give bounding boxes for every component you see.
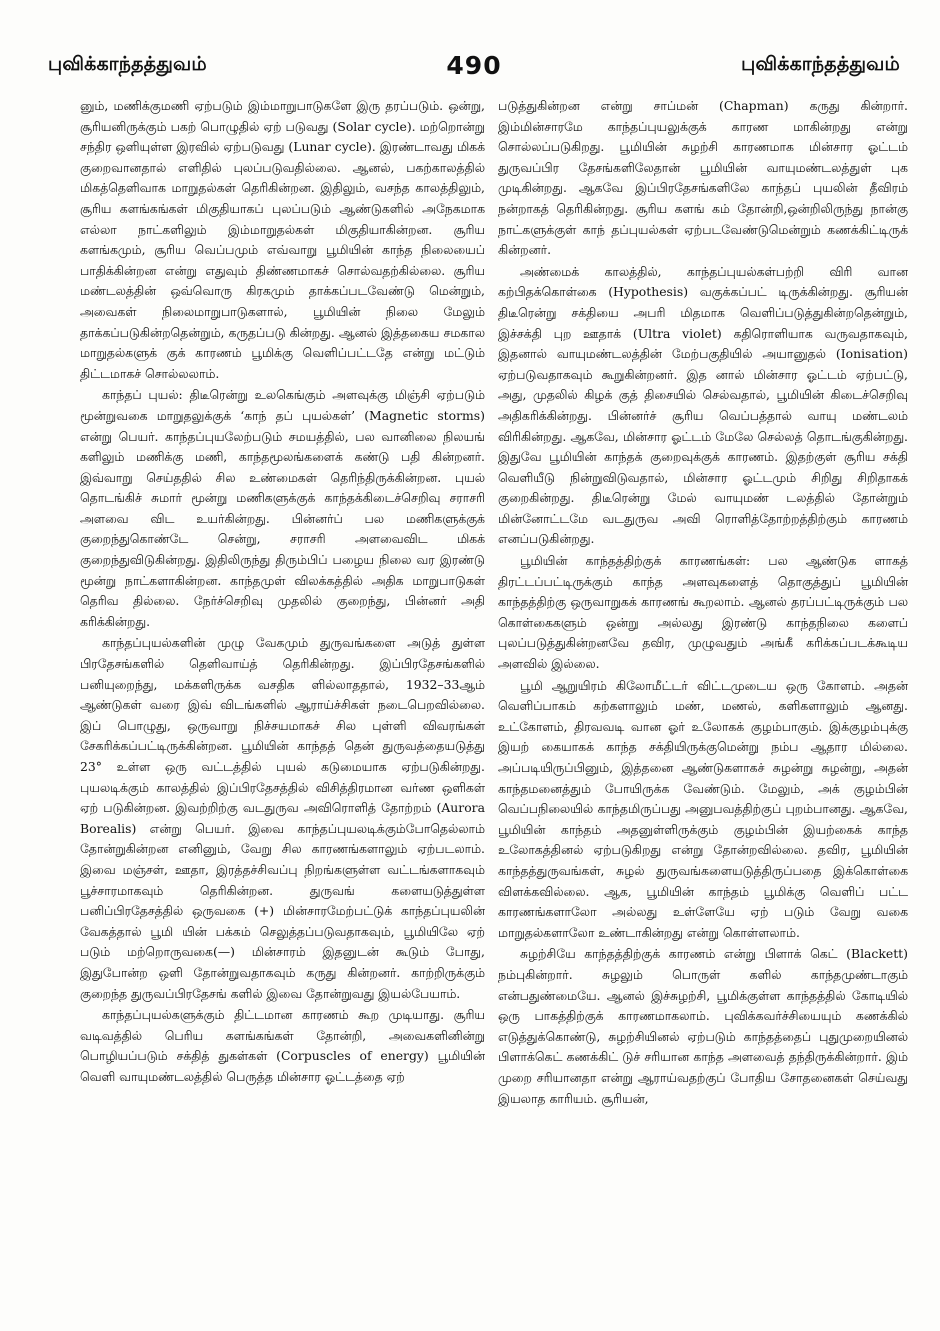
left-column [80, 96, 485, 1311]
right-column [498, 96, 908, 1311]
page-header [48, 44, 900, 86]
paragraph: னும், மணிக்குமணி ஏற்படும் இம்மாறுபாடுகளே இரு தரப்படும். ஒன்று, சூரியனிருக்கும் பகற் பொழுதில் ஏற் படுவது (Solar cycle). மற்றொன்று சந்திர ஒளியுள்ள இரவில் ஏற்படுவது (Lunar cycle). இரண்டாவது மிகக் குறைவானதால் எளிதில் புலப்படுவதில்லை. ஆனல், பகற்காலத்தில் மிகத்தெளிவாக மாறுதல்கள் தெரிகின்றன. இதிலும், வசந்த காலத்திலும், சூரிய களங்கங்கள் மிகுதியாகப் புலப்படும் ஆண்டுகளில் அநேகமாக எல்லா நாட்களிலும் இம்மாறுதல்கள் மிகுதியாகின்றன. சூரிய களங்கமும், சூரிய வெப்பமும் எவ்வாறு பூமியின் காந்த நிலையைப் பாதிக்கின்றன என்று எதுவும் திண்ணமாகச் சொல்வதற்கில்லை. சூரிய மண்டலத்தின் ஒவ்வொரு கிரகமும் தாக்கப்படவேண்டு மென்றும், அவைகள் நிலைமாறுபாடுகளால், பூமியின் நிலை மேலும் தாக்கப்படுகின்றதென்றும், கருதப்படு கின்றது. ஆனல் இத்தகைய சமகால மாறுதல்களுக் குக் காரணம் பூமிக்கு வெளிப்பட்டதே என்று மட்டும் திட்டமாகச் சொல்லலாம். [80, 98, 485, 381]
paragraph: பூமியின் காந்தத்திற்குக் காரணங்கள்: பல ஆண்டுக ளாகத் திரட்டப்பட்டிருக்கும் காந்த அளவுகளைத் தொகுத்துப் பூமியின் காந்தத்திற்கு ஒருவாறுகக் காரணங் கூறலாம். ஆனல் தரப்பட்டிருக்கும் பல கொள்கைகளும் ஒன்று அல்லது இரண்டு காந்தநிலை களைப் புலப்படுத்துகின்றனவே தவிர, முழுவதும் அங்கீ கரிக்கப்படக்கூடிய அளவில் இல்லை. [498, 553, 908, 672]
paragraph: காந்தப் புயல்: திடீரென்று உலகெங்கும் அளவுக்கு மிஞ்சி ஏற்படும் மூன்றுவகை மாறுதலுக்குக் ‘காந் தப் புயல்கள்’ (Magnetic storms) என்று பெயர். காந்தப்புயலேற்படும் சமயத்தில், பல வானிலை நிலயங் களிலும் மணிக்கு மணி, காந்தமூலங்களைக் கண்டு பதி கின்றனர். இவ்வாறு செய்ததில் சில உண்மைகள் தெரிந்திருக்கின்றன. புயல் தொடங்கிச் சுமார் மூன்று மணிகளுக்குக் காந்தக்கிடைச்செறிவு சராசரி அளவை விட உயர்கின்றது. பின்னர்ப் பல மணிகளுக்குக் குறைந்துகொண்டே சென்று, சராசரி அளவைவிட மிகக் குறைந்துவிடுகின்றது. இதிலிருந்து திரும்பிப் பழைய நிலை வர இரண்டு மூன்று நாட்களாகின்றன. காந்தமுள் விலக்கத்தில் அதிக மாறுபாடுகள் தெரிவ தில்லை. நேர்ச்செறிவு முதலில் குறைந்து, பின்னர் அதி கரிக்கின்றது. [80, 387, 485, 629]
paragraph: பூமி ஆறுயிரம் கிலோமீட்டர் விட்டமுடைய ஒரு கோளம். அதன் வெளிப்பாகம் கற்களாலும் மண், மணல், களிகளாலும் ஆனது. உட்கோளம், திரவவடி வான ஓர் உலோகக் குழம்பாகும். இக்குழம்புக்கு இயற் கையாகக் காந்த சக்தியிருக்குமென்று நம்ப ஆதார மில்லை. அப்படியிருப்பினும், இத்தனை ஆண்டுகளாகச் சுழன்று சுழன்று, அதன் காந்தமனைத்தும் போயிருக்க வேண்டும். மேலும், அக் குழம்பின் வெப்பநிலையில் காந்தமிருப்பது அனுபவத்திற்குப் புறம்பானது. ஆகவே, பூமியின் காந்தம் அதனுள்ளிருக்கும் குழம்பின் இயற்கைக் காந்த உலோகத்தினல் ஏற்படுகிறது என்று தோன்றவில்லை. தவிர, பூமியின் காந்தத்துருவங்கள், சுழல் துருவங்களையடுத்திருப்பதை இக்கொள்கை விளக்கவில்லை. ஆக, பூமியின் காந்தம் பூமிக்கு வெளிப் பட்ட காரணங்களாலோ அல்லது உள்ளேயே ஏற் படும் வேறு வகை மாறுதல்களாலோ உண்டாகின்றது என்று கொள்ளலாம். [498, 677, 908, 940]
running-title-left: புவிக்காந்தத்துவம் [48, 52, 207, 75]
paragraph: அண்மைக் காலத்தில், காந்தப்புயல்கள்பற்றி விரி வான கற்பிதக்கொள்கை (Hypothesis) வகுக்கப்பட் டிருக்கின்றது. சூரியன் திடீரென்று சக்தியை அபரி மிதமாக வெளிப்படுத்துகின்றதென்றும், இச்சக்தி புற ஊதாக் (Ultra violet) கதிரொளியாக வருவதாகவும், இதனால் வாயுமண்டலத்தின் மேற்பகுதியில் அயானுதல் (Ionisation) ஏற்படுவதாகவும் கூறுகின்றனர். இத னால் மின்சார ஓட்டம் ஏற்பட்டு, அது, முதலில் கிழக் குத் திசையில் செல்வதால், பூமியின் கிடைச்செறிவு அதிகரிக்கின்றது. பின்னர்ச் சூரிய வெப்பத்தால் வாயு மண்டலம் விரிகின்றது. ஆகவே, மின்சார ஓட்டம் மேலே செல்லத் தொடங்குகின்றது. இதுவே பூமியின் காந்தக் குறைவுக்குக் காரணம். இதற்குள் சூரிய சக்தி வெளியீடு நின்றுவிடுவதால், மின்சார ஓட்டமும் சிறிது சிறிதாகக் குறைகின்றது. திடீரென்று மேல் வாயுமண் டலத்தில் தோன்றும் மின்னோட்டமே வடதுருவ அவி ரொளித்தோற்றத்திற்கும் காரணம் எனப்படுகின்றது. [498, 263, 908, 547]
paragraph: படுத்துகின்றன என்று சாப்மன் (Chapman) கருது கின்றார். இம்மின்சாரமே காந்தப்புயலுக்குக் காரண மாகின்றது என்று சொல்லப்படுகிறது. பூமியின் சுழற்சி காரணமாக மின்சார ஓட்டம் துருவப்பிர தேசங்களிலேதான் பூமியின் வாயுமண்டலத்துள் புக முடிகின்றது. ஆகவே இப்பிரதேசங்களிலே காந்தப் புயலின் தீவிரம் நன்றாகத் தெரிகின்றது. சூரிய களங் கம் தோன்றி,ஒன்றிலிருந்து நான்கு நாட்களுக்குள் காந் தப்புயல்கள் ஏற்படவேண்டுமென்றும் கணக்கிட்டிருக் கின்றனர். [498, 98, 908, 258]
paragraph: சுழற்சியே காந்தத்திற்குக் காரணம் என்று பிளாக் கெட் (Blackett) நம்புகின்றார். சுழலும் பொருள் களில் காந்தமுண்டாகும் என்பதுண்மையே. ஆனல் இச்சுழற்சி, பூமிக்குள்ள காந்தத்தில் கோடியில் ஒரு பாகத்திற்குக் காரணமாகலாம். புவிக்கவர்ச்சியையும் கணக்கில் எடுத்துக்கொண்டு, சுழற்சியினல் ஏற்படும் காந்தத்தைப் புதுமுறையினல் பிளாக்கெட் கணக்கிட் டுச் சரியான காந்த அளவைத் தந்திருக்கின்றார். இம் முறை சரியானதா என்று ஆராய்வதற்குப் போதிய சோதனைகள் செய்வது இயலாத காரியம். சூரியன், [498, 946, 908, 1106]
paragraph: காந்தப்புயல்களின் முழு வேகமும் துருவங்களை அடுத் துள்ள பிரதேசங்களில் தெளிவாய்த் தெரிகின்றது. இப்பிரதேசங்களில் பனியுறைந்து, மக்களிருக்க வசதிக ளில்லாததால், 1932–33ஆம் ஆண்டுகள் வரை இவ் விடங்களில் ஆராய்ச்சிகள் நடைபெறவில்லை. இப் பொழுது, ஒருவாறு நிச்சயமாகச் சில புள்ளி விவரங்கள் சேகரிக்கப்பட்டிருக்கின்றன. பூமியின் காந்தத் தென் துருவத்தையடுத்து 23° உள்ள ஒரு வட்டத்தில் புயல் கடுமையாக ஏற்படுகின்றது. புயலடிக்கும் காலத்தில் இப்பிரதேசத்தில் விசித்திரமான வர்ண ஒளிகள் ஏற் படுகின்றன. இவற்றிற்கு வடதுருவ அவிரொளித் தோற்றம் (Aurora Borealis) என்று பெயர். இவை காந்தப்புயலடிக்கும்போதெல்லாம் தோன்றுகின்றன எனினும், வேறு சில காரணங்களாலும் ஏற்படலாம். இவை மஞ்சள், ஊதா, இரத்தச்சிவப்பு நிறங்களுள்ள வட்டங்களாகவும் பூச்சாரமாகவும் தெரிகின்றன. துருவங் களையடுத்துள்ள பனிப்பிரதேசத்தில் ஒருவகை (+) மின்சாரமேற்பட்டுக் காந்தப்புயலின் வேகத்தால் பூமி யின் பக்கம் செலுத்தப்படுவதாகவும், பூமியிலே ஏற் படும் மற்றொருவகை(—) மின்சாரம் இதனுடன் கூடும் போது, இதுபோன்ற ஒளி தோன்றுவதாகவும் கருது கின்றனர். காற்றிருக்கும் குறைந்த துருவப்பிரதேசங் களில் இவை தோன்றுவது இயல்பேயாம். [80, 635, 485, 1001]
paragraph: காந்தப்புயல்களுக்கும் திட்டமான காரணம் கூற முடியாது. சூரிய வடிவத்தில் பெரிய களங்கங்கள் தோன்றி, அவைகளினின்று பொழியப்படும் சக்தித் துகள்கள் (Corpuscles of energy) பூமியின் வெளி வாயுமண்டலத்தில் பெருத்த மின்சார ஓட்டத்தை ஏற் [80, 1007, 485, 1084]
page-number: 490 [446, 50, 502, 80]
running-title-right: புவிக்காந்தத்துவம் [741, 52, 900, 75]
